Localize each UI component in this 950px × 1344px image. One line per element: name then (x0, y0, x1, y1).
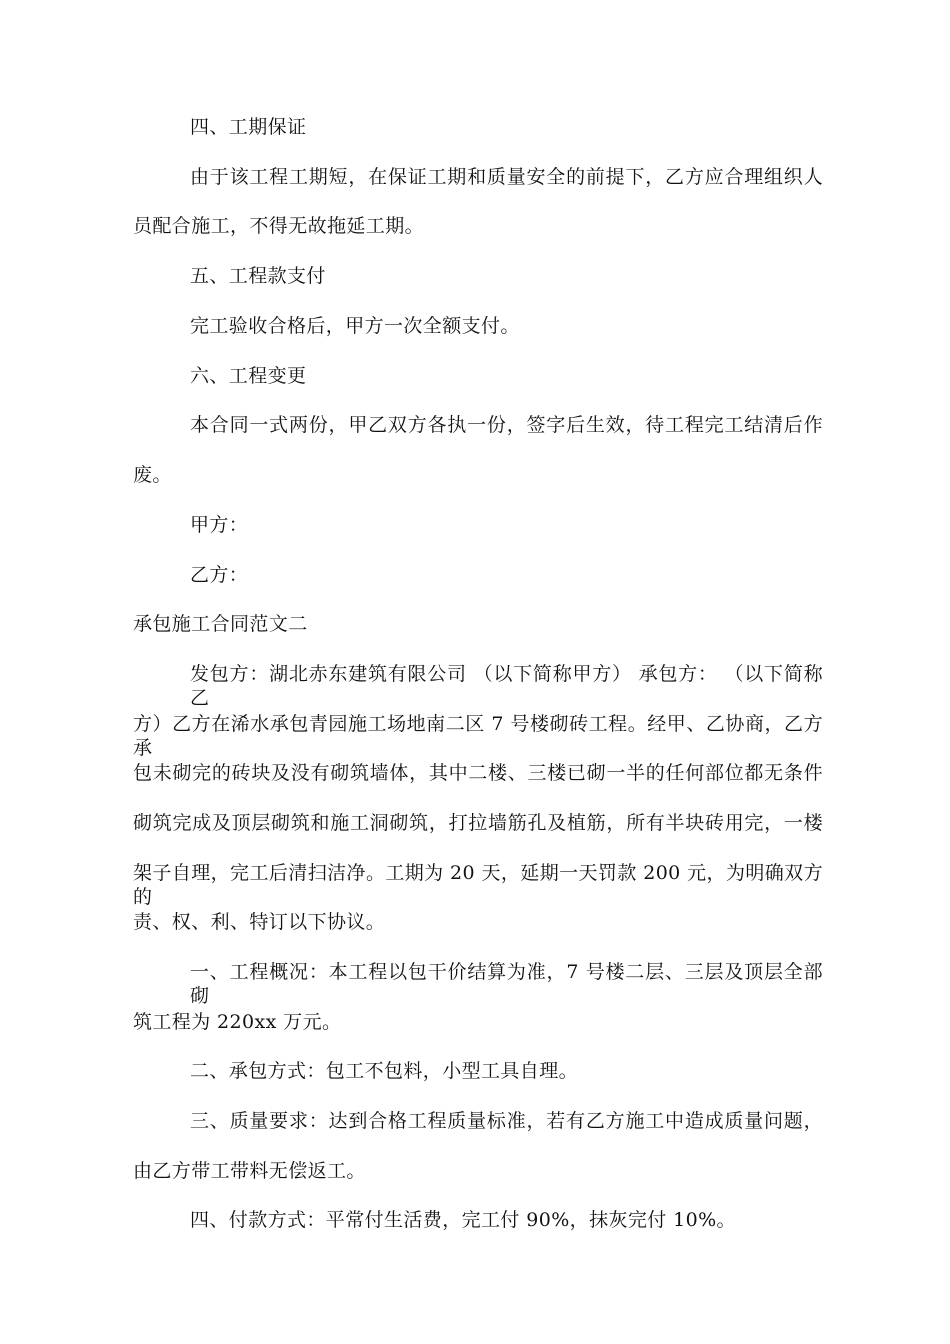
clause-payment-method: 四、付款方式：平常付生活费，完工付 90%，抹灰完付 10%。 (190, 1209, 736, 1231)
party-a-signature-label: 甲方： (190, 514, 249, 536)
paragraph-line: 员配合施工，不得无故拖延工期。 (133, 215, 425, 237)
party-b-signature-label: 乙方： (190, 564, 249, 586)
document-title: 承包施工合同范文二 (133, 613, 308, 635)
paragraph-line: 废。 (133, 464, 172, 486)
section-heading-changes: 六、工程变更 (190, 365, 307, 387)
paragraph-line: 发包方：湖北赤东建筑有限公司 （以下简称甲方） 承包方： （以下简称乙 (190, 663, 823, 709)
section-heading-schedule-guarantee: 四、工期保证 (190, 116, 307, 138)
clause-contract-method: 二、承包方式：包工不包料，小型工具自理。 (190, 1060, 579, 1082)
paragraph-line: 责、权、利、特订以下协议。 (133, 911, 386, 933)
paragraph-line: 方）乙方在浠水承包青园施工场地南二区 7 号楼砌砖工程。经甲、乙协商，乙方承 (133, 713, 823, 759)
paragraph-line: 由乙方带工带料无偿返工。 (133, 1160, 366, 1182)
clause-project-overview: 一、工程概况：本工程以包干价结算为准，7 号楼二层、三层及顶层全部砌 (190, 961, 823, 1007)
paragraph-line: 由于该工程工期短，在保证工期和质量安全的前提下，乙方应合理组织人 (190, 166, 823, 188)
paragraph-line: 架子自理，完工后清扫洁净。工期为 20 天，延期一天罚款 200 元，为明确双方的 (133, 862, 823, 908)
paragraph-line: 砌筑完成及顶层砌筑和施工洞砌筑，打拉墙筋孔及植筋，所有半块砖用完，一楼 (133, 812, 823, 834)
paragraph-line: 筑工程为 220xx 万元。 (133, 1011, 342, 1033)
paragraph-line: 本合同一式两份，甲乙双方各执一份，签字后生效，待工程完工结清后作 (190, 414, 823, 436)
paragraph-line: 完工验收合格后，甲方一次全额支付。 (190, 315, 520, 337)
clause-quality-requirements: 三、质量要求：达到合格工程质量标准，若有乙方施工中造成质量问题， (190, 1110, 823, 1132)
section-heading-payment: 五、工程款支付 (190, 265, 326, 287)
paragraph-line: 包未砌完的砖块及没有砌筑墙体，其中二楼、三楼已砌一半的任何部位都无条件 (133, 762, 823, 784)
